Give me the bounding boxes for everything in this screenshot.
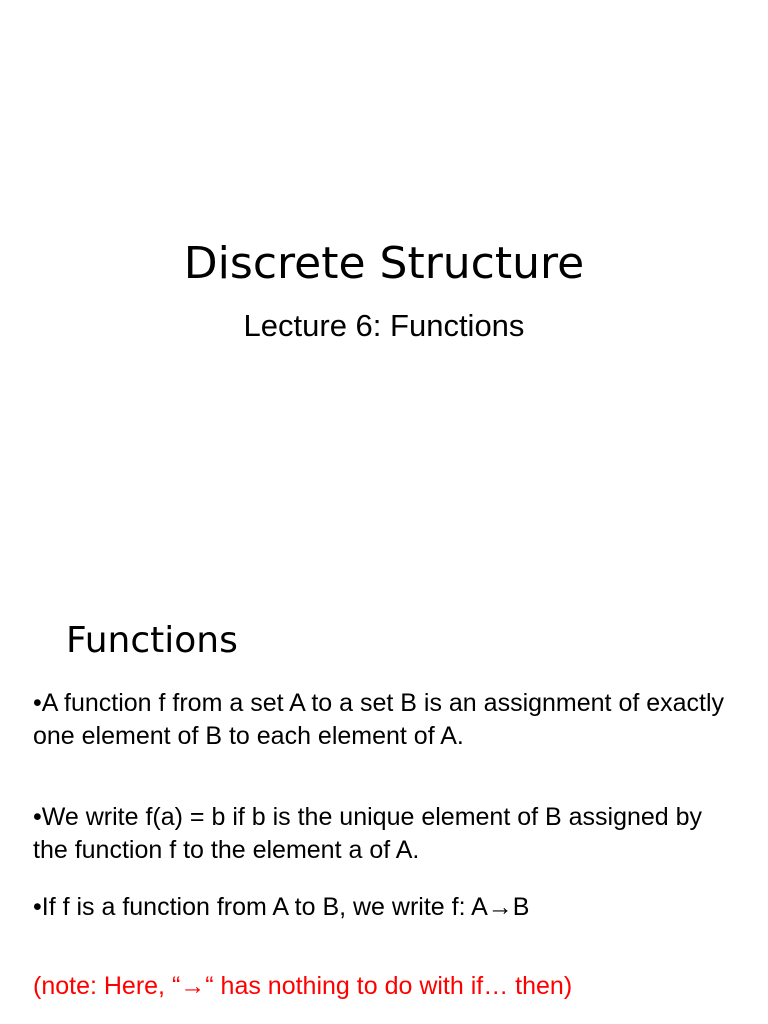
note-text: (note: Here, “→“ has nothing to do with if… then) xyxy=(33,972,573,1000)
section-heading: Functions xyxy=(66,620,238,661)
bullet-notation: •We write f(a) = b if b is the unique element of B assigned by the function f to the element a of A. xyxy=(33,803,703,864)
slide-subtitle: Lecture 6: Functions xyxy=(243,308,525,343)
bullet-arrow-notation: •If f is a function from A to B, we write f: A→B xyxy=(33,893,530,921)
functions-slide xyxy=(0,576,768,1024)
slide-title: Discrete Structure xyxy=(183,238,585,289)
bullet-function-definition: •A function f from a set A to a set B is an assignment of exactly one element of B to each element of A. xyxy=(33,689,725,750)
